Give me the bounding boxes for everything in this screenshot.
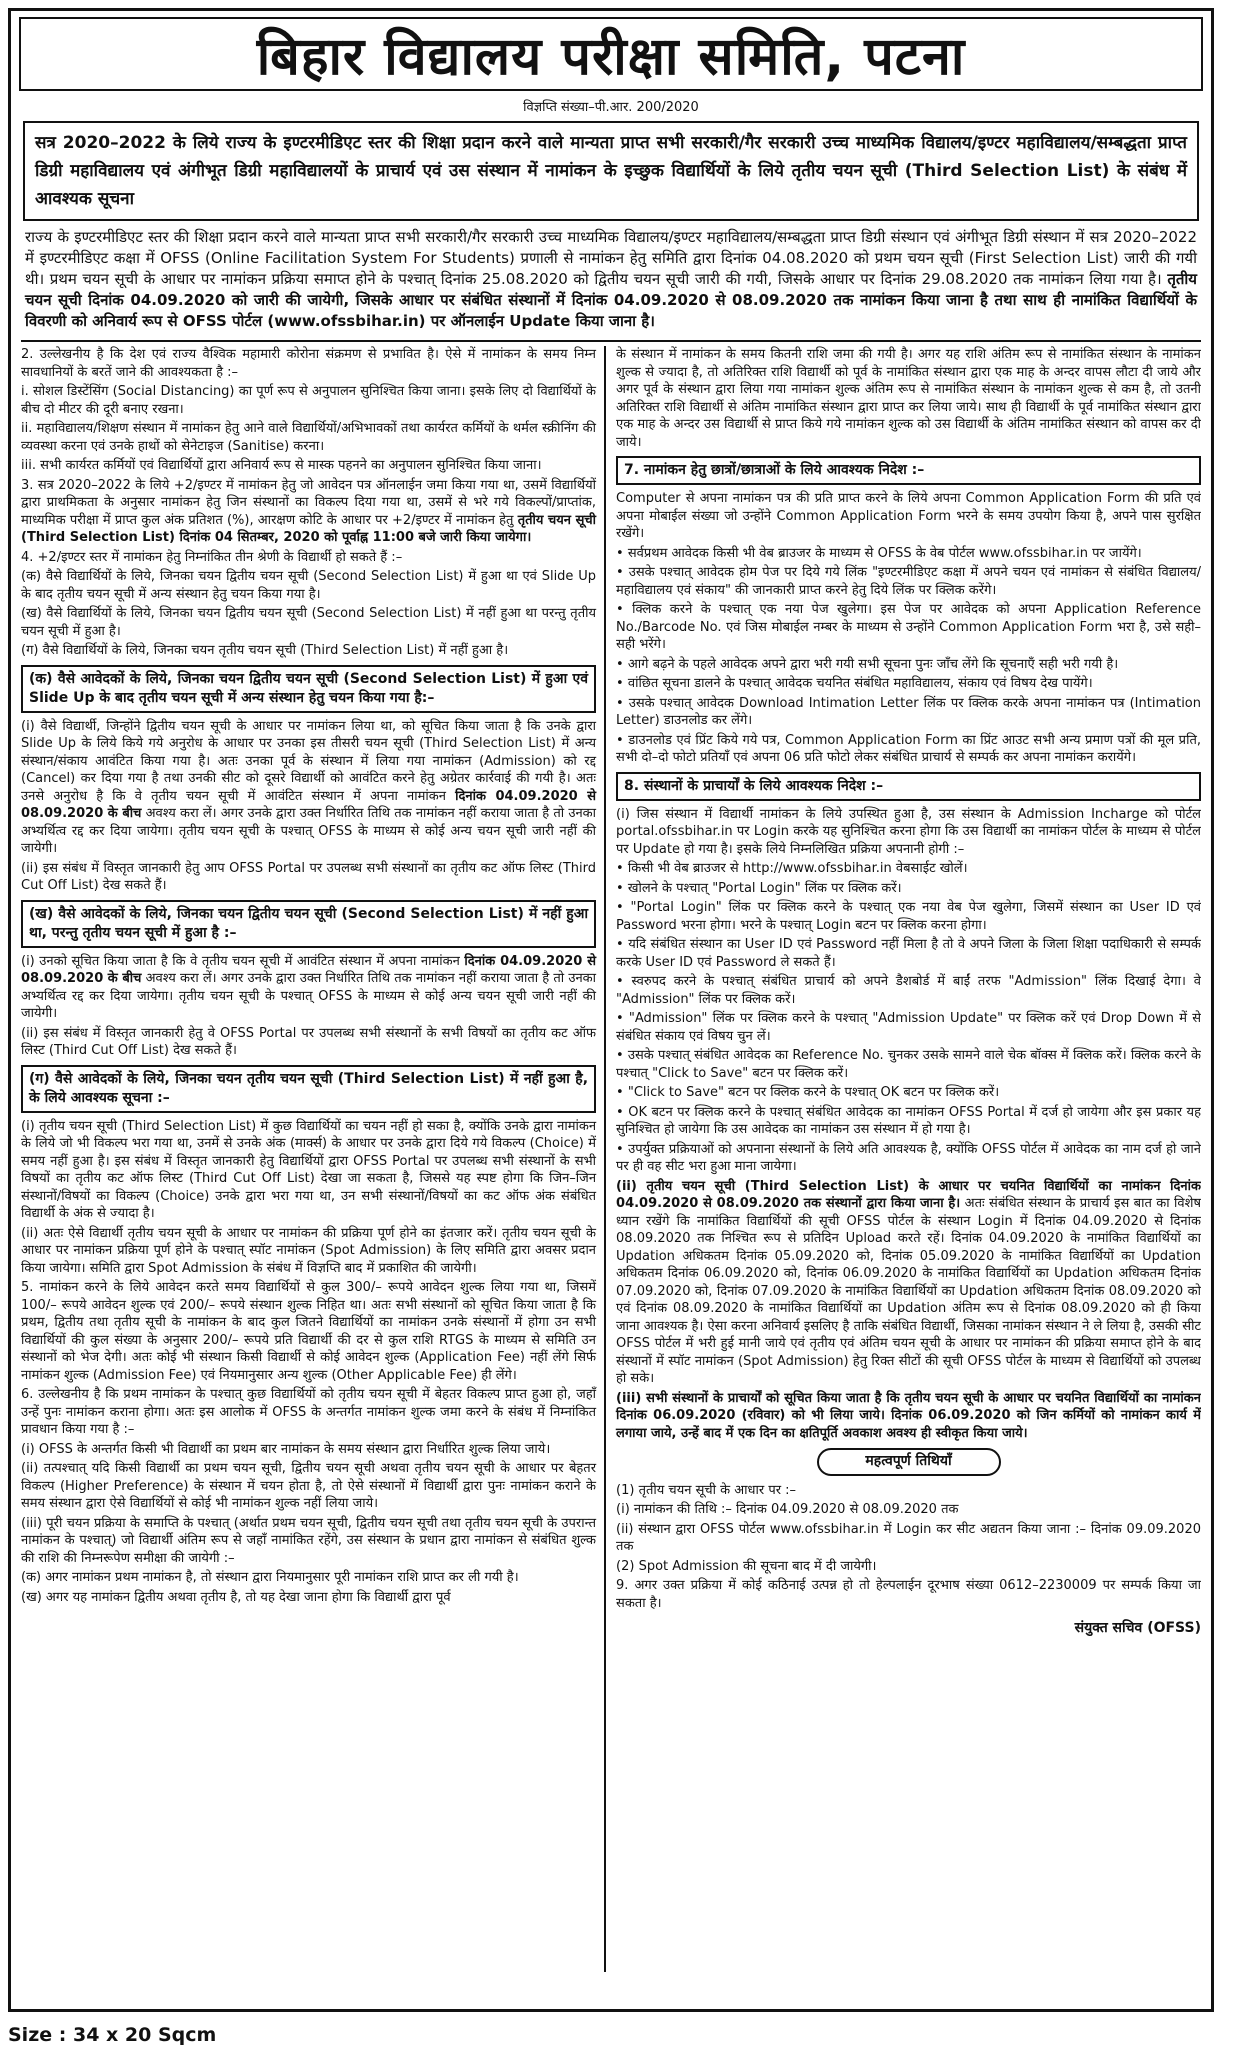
section-a-heading: (क) वैसे आवेदकों के लिये, जिनका चयन द्वितीय चयन सूची (Second Selection List) में हुआ एवं Slide Up के बाद तृतीय चयन सूची में अन्य संस्थान हेतु चयन किया गया है:–: [21, 665, 596, 713]
ad-size-label: Size : 34 x 20 Sqcm: [8, 2024, 217, 2046]
section-b-i-dates: दिनांक 04.09.2020 से 08.09.2020 के बीच: [21, 953, 597, 986]
section-8-iii: [616, 1390, 1201, 1443]
section-a-ii: (ii) इस संबंध में विस्तृत जानकारी हेतु आप OFSS Portal पर उपलब्ध सभी संस्थानों का तृतीय कट ऑफ लिस्ट (Third Cut Off List) देख सकते हैं।: [21, 860, 597, 893]
section-b-i: [21, 953, 596, 1023]
section-8-step: • किसी भी वेब ब्राउजर से http://www.ofssbihar.in वेबसाईट खोलें।: [616, 860, 1201, 878]
subject-box: सत्र 2020–2022 के लिये राज्य के इण्टरमीडिएट स्तर की शिक्षा प्रदान करने वाले मान्यता प्राप्त सभी सरकारी/गैर सरकारी उच्च माध्यमिक विद्यालय/इण्टर महाविद्यालय/सम्बद्धता प्राप्त डिग्री महाविद्यालय एवं अंगीभूत डिग्री महाविद्यालयों के प्राचार्य एवं उस संस्थान में नामांकन के इच्छुक विद्यार्थियों के लिये तृतीय चयन सूची (Third Selection List) के संबंध में आवश्यक सूचना: [23, 121, 1199, 221]
section-a-i-end: अवश्य करा लें। अगर उनके द्वारा उक्त निर्धारित तिथि तक नामांकन नहीं कराया जाता है तो उनका अभ्यर्थित्व रद्द कर दिया जायेगा। तृतीय चयन सूची के पश्चात् OFSS के माध्यम से कोई अन्य चयन सूची जारी नहीं की जायेगी।: [21, 806, 597, 856]
section-7-step: • उसके पश्चात् आवेदक होम पेज पर दिये गये लिंक "इण्टरमीडिएट कक्षा में अपने चयन एवं नामांकन से संबंधित विद्यालय/महाविद्यालय एवं संकाय" की जानकारी प्राप्त करने हेतु दिये लिंक पर क्लिक करेंगे।: [616, 564, 1201, 599]
para-4-c: (ग) वैसे विद्यार्थियों के लिये, जिनका चयन तृतीय चयन सूची (Third Selection List) में नहीं हुआ है।: [21, 643, 509, 658]
content-columns: [21, 346, 1201, 1972]
section-c-i: (i) तृतीय चयन सूची (Third Selection List) में कुछ विद्यार्थियों का चयन नहीं हो सका है, क्योंकि उनके द्वारा नामांकन के लिये जो भी विकल्प भरा गया था, उनमें से उनके अंक (मार्क्स) के आधार पर उनके द्वारा दिये गये विकल्प (Choice) में समय नहीं हुआ है। इस संबंध में विस्तृत जानकारी हेतु विद्यार्थियों द्वारा OFSS Portal पर उपलब्ध सभी संस्थानों के सभी विषयों का तृतीय कट ऑफ लिस्ट (Third Cut Off List) देखा जा सकता है, जिससे यह स्पष्ट होगा कि जिन–जिन संस्थानों/विषयों का विकल्प (Choice) उनके द्वारा भरा गया था, उन सभी संस्थानों/विषयों का कट ऑफ अंक संबंधित विद्यार्थी के अंक से ज्यादा है।: [21, 1118, 597, 1221]
section-8-step: • "Click to Save" बटन पर क्लिक करने के पश्चात् OK बटन पर क्लिक करें।: [616, 1084, 1201, 1102]
section-c-ii: (ii) अतः ऐसे विद्यार्थी तृतीय चयन सूची के आधार पर नामांकन की प्रक्रिया पूर्ण होने का इंतजार करें। तृतीय चयन सूची के आधार पर नामांकन प्रक्रिया पूर्ण होने के पश्चात् स्पॉट नामांकन (Spot Admission) के लिए समिति द्वारा अवसर प्रदान किया जायेगा। समिति द्वारा Spot Admission के संबंध में विज्ञप्ति बाद में प्रकाशित की जायेगी।: [21, 1225, 597, 1276]
section-8-step: • यदि संबंधित संस्थान का User ID एवं Password नहीं मिला है तो वे अपने जिला के जिला शिक्षा पदाधिकारी से सम्पर्क करके User ID एवं Password ले सकते हैं।: [616, 936, 1201, 971]
dates-1-i: (i) नामांकन की तिथि :– दिनांक 04.09.2020 से 08.09.2020 तक: [616, 1502, 959, 1517]
para-2-i: i. सोशल डिस्टेंसिंग (Social Distancing) का पूर्ण रूप से अनुपालन सुनिश्चित किया जाना। इसके लिए दो विद्यार्थियों के बीच दो मीटर की दूरी बनाए रखना।: [21, 384, 597, 417]
divider: [21, 340, 1201, 342]
para-4-a: (क) वैसे विद्यार्थियों के लिये, जिनका चयन द्वितीय चयन सूची (Second Selection List) में हुआ था एवं Slide Up के बाद तृतीय चयन सूची में अन्य संस्थान हेतु चयन किया गया है।: [21, 569, 597, 602]
intro-paragraph: [25, 227, 1197, 332]
para-6-iii: (iii) पूरी चयन प्रक्रिया के समाप्ति के पश्चात् (अर्थात प्रथम चयन सूची, द्वितीय चयन सूची तथा तृतीय चयन सूची के उपरान्त नामांकन के पश्चात्) जो विद्यार्थी अंतिम रूप से जहाँ नामांकित रहेंगे, उस संस्थान के प्रधान द्वारा नामांकन से संबंधित शुल्क की राशि की निम्नरूपेण समीक्षा की जायेगी :–: [21, 1515, 597, 1566]
section-8-ii-text: अतः संबंधित संस्थान के प्राचार्य इस बात का विशेष ध्यान रखेंगे कि नामांकित विद्यार्थियों की सूची OFSS पोर्टल के संस्थान Login में दिनांक 04.09.2020 से दिनांक 08.09.2020 तक निश्चित रूप से प्रतिदिन Upload करते रहें। दिनांक 04.09.2020 के नामांकित विद्यार्थियों का Updation अधिकतम दिनांक 05.09.2020 को, दिनांक 05.09.2020 के नामांकित विद्यार्थियों का Updation अधिकतम दिनांक 06.09.2020 को, दिनांक 06.09.2020 के नामांकित विद्यार्थियों का Updation अधिकतम दिनांक 07.09.2020 को, दिनांक 07.09.2020 के नामांकित विद्यार्थियों का Updation अधिकतम दिनांक 08.09.2020 को एवं दिनांक 08.09.2020 के नामांकित विद्यार्थियों का Updation अंतिम रूप से दिनांक 08.09.2020 को ही किया जाना आवश्यक है। ऐसा करना अनिवार्य इसलिए है ताकि संबंधित विद्यार्थी, जिसका नामांकन संस्थान ने ले लिया है, उसकी सीट OFSS पोर्टल में भरी हुई मानी जाये एवं तृतीय एवं अंतिम चयन सूची के आधार पर नामांकन की प्रक्रिया समाप्त होने के बाद संस्थानों में स्पॉट नामांकन (Spot Admission) हेतु रिक्त सीटों की सूची OFSS पोर्टल के माध्यम से विद्यार्थियों को उपलब्ध हो सके।: [616, 1196, 1201, 1386]
section-8-step: • "Portal Login" लिंक पर क्लिक करने के पश्चात् एक नया वेब पेज खुलेगा, जिसमें संस्थान का User ID एवं Password भरना होगा। भरने के पश्चात् Login बटन पर क्लिक करना होगा।: [616, 899, 1201, 934]
section-c-heading: (ग) वैसे आवेदकों के लिये, जिनका चयन तृतीय चयन सूची (Third Selection List) में नहीं हुआ है, के लिये आवश्यक सूचना :–: [21, 1065, 596, 1113]
notice-number: विज्ञप्ति संख्या–पी.आर. 200/2020: [523, 100, 699, 115]
section-a-i-dates: दिनांक 04.09.2020 से 08.09.2020 के बीच: [21, 788, 597, 821]
section-8-i: (i) जिस संस्थान में विद्यार्थी नामांकन के लिये उपस्थित हुआ है, उस संस्थान के Admission Incharge को पोर्टल portal.ofssbihar.in पर Login करके यह सुनिश्चित करना होगा कि उस विद्यार्थी का नामांकन पोर्टल के माध्यम से पोर्टल पर Update हो गया है। इसके लिये निम्नलिखित प्रक्रिया अपनानी होगी :–: [616, 806, 1201, 857]
section-8-ii-bold: (ii) तृतीय चयन सूची (Third Selection List) के आधार पर चयनित विद्यार्थियों का नामांकन दिनांक 04.09.2020 से 08.09.2020 तक संस्थानों द्वारा किया जाना है।: [616, 1178, 1201, 1211]
section-b-heading: (ख) वैसे आवेदकों के लिये, जिनका चयन द्वितीय चयन सूची (Second Selection List) में नहीं हुआ था, परन्तु तृतीय चयन सूची में हुआ है :–: [21, 900, 596, 948]
section-8-step: • उपर्युक्त प्रक्रियाओं को अपनाना संस्थानों के लिये अति आवश्यक है, क्योंकि OFSS पोर्टल में आवेदक का नाम दर्ज हो जाने पर ही वह सीट भरा हुआ माना जायेगा।: [616, 1141, 1201, 1176]
para-6: 6. उल्लेखनीय है कि प्रथम नामांकन के पश्चात् कुछ विद्यार्थियों को तृतीय चयन सूची में बेहतर विकल्प प्राप्त हुआ हो, जहाँ उन्हें पुनः नामांकन कराना होगा। अतः इस आलोक में OFSS के अन्तर्गत नामांकन शुल्क जमा करने के संबंध में निम्नांकित प्रावधान किया गया है :–: [21, 1387, 597, 1437]
section-7-step: • डाउनलोड एवं प्रिंट किये गये पत्र, Common Application Form का प्रिंट आउट सभी अन्य प्रमाण पत्रों की मूल प्रति, सभी दो–दो फोटो प्रतियाँ एवं अपना 06 प्रति फोटो लेकर संबंधित प्राचार्य से सम्पर्क कर अपना नामांकन करायेंगे।: [616, 732, 1201, 767]
section-8-ii: [616, 1178, 1201, 1388]
para-6-i: (i) OFSS के अन्तर्गत किसी भी विद्यार्थी का प्रथम बार नामांकन के समय संस्थान द्वारा निर्धारित शुल्क लिया जाये।: [21, 1441, 551, 1457]
section-7-intro: Computer से अपना नामांकन पत्र की प्रति प्राप्त करने के लिये अपना Common Application Form की प्रति एवं अपना मोबाईल संख्या जो उन्होंने Common Application Form भरने के समय उपयोग किया है, अपने पास सुरक्षित रखेंगे।: [616, 491, 1201, 541]
section-7-step: • क्लिक करने के पश्चात् एक नया पेज खुलेगा। इस पेज पर आवेदक को अपना Application Reference No./Barcode No. एवं जिस मोबाईल नम्बर के माध्यम से उन्होंने Common Application Form भरा है, उसे सही–सही भरेंगे।: [616, 601, 1201, 654]
section-b-i-end: अवश्य करा लें। अगर उनके द्वारा उक्त निर्धारित तिथि तक नामांकन नहीं कराया जाता है तो उनका अभ्यर्थित्व रद्द कर दिया जायेगा। तृतीय चयन सूची के पश्चात् OFSS के माध्यम से कोई अन्य चयन सूची जारी नहीं की जायेगी।: [21, 971, 597, 1021]
para-2: 2. उल्लेखनीय है कि देश एवं राज्य वैश्विक महामारी कोरोना संक्रमण से प्रभावित है। ऐसे में नामांकन के समय निम्न सावधानियों के बरतें जाने की आवश्यकता है :–: [21, 347, 597, 380]
section-8-step: • "Admission" लिंक पर क्लिक करने के पश्चात् "Admission Update" पर क्लिक करें एवं Drop Down में से संबंधित संकाय एवं विषय चुन लें।: [616, 1010, 1201, 1045]
section-8-step: • उसके पश्चात् संबंधित आवेदक का Reference No. चुनकर उसके सामने वाले चेक बॉक्स में क्लिक करें। क्लिक करने के पश्चात् "Click to Save" बटन पर क्लिक करें।: [616, 1047, 1201, 1082]
dates-2: (2) Spot Admission की सूचना बाद में दी जायेगी।: [616, 1558, 877, 1574]
para-6-k: (क) अगर नामांकन प्रथम नामांकन है, तो संस्थान द्वारा नियमानुसार पूरी नामांकन राशि प्राप्त कर ली गयी है।: [21, 1570, 519, 1585]
right-column: [606, 346, 1201, 1972]
notice-frame: [8, 8, 1214, 2012]
section-7-step: • उसके पश्चात् आवेदक Download Intimation Letter लिंक पर क्लिक करके अपना नामांकन पत्र (Intimation Letter) डाउनलोड कर लेंगे।: [616, 695, 1201, 730]
section-8-step: • OK बटन पर क्लिक करने के पश्चात् संबंधित आवेदक का नामांकन OFSS Portal में दर्ज हो जायेगा और इस प्रकार यह सुनिश्चित हो जायेगा कि उस आवेदक का नामांकन उस संस्थान में हो गया है।: [616, 1104, 1201, 1139]
para-3-text: 3. सत्र 2020–2022 के लिये +2/इण्टर में नामांकन हेतु जो आवेदन पत्र ऑनलाईन जमा किया गया था, उसमें विद्यार्थियों द्वारा प्राथमिकता के अनुसार नामांकन हेतु जिन संस्थानों का विकल्प दिया गया था, उसमें से भरे गये विकल्पों/प्राप्तांक, माध्यमिक परीक्षा में प्राप्त कुल अंक प्रतिशत (%), आरक्षण कोटि के आधार पर +2/इण्टर में नामांकन हेतु: [21, 477, 597, 528]
section-7-step: • आगे बढ़ने के पहले आवेदक अपने द्वारा भरी गयी सभी सूचना पुनः जाँच लेंगे कि सूचनाएँ सही भरी गयी है।: [616, 656, 1201, 674]
section-8-iii-bold: (iii) सभी संस्थानों के प्राचार्यों को सूचित किया जाता है कि तृतीय चयन सूची के आधार पर चयनित विद्यार्थियों का नामांकन दिनांक 06.09.2020 (रविवार) को भी लिया जाये। दिनांक 06.09.2020 को जिन कर्मियों को नामांकन कार्य में लगाया जाये, उन्हें बाद में एक दिन का क्षतिपूर्ति अवकाश अवश्य ही स्वीकृत किया जाये।: [616, 1390, 1201, 1441]
dates-1: (1) तृतीय चयन सूची के आधार पर :–: [616, 1482, 797, 1498]
section-b-i-text: (i) उनको सूचित किया जाता है कि वे तृतीय चयन सूची में आवंटित संस्थान में अपना नामांकन: [21, 953, 460, 969]
para-6-continued: के संस्थान में नामांकन के समय कितनी राशि जमा की गयी है। अगर यह राशि अंतिम रूप से नामांकित संस्थान के नामांकन शुल्क से ज्यादा है, तो अतिरिक्त राशि विद्यार्थी को पूर्व के नामांकित संस्थान द्वारा एक माह के अन्दर वापस लौटा दी जाये और अगर पूर्व के संस्थान द्वारा लिया गया नामांकन शुल्क अंतिम रूप से नामांकित संस्थान के नामांकन शुल्क से कम है, तो उतनी अतिरिक्त राशि विद्यार्थी से अंतिम नामांकित संस्थान द्वारा प्राप्त कर लिया जाये। साथ ही विद्यार्थी के पूर्व नामांकित संस्थान द्वारा एक माह के अन्दर उस विद्यार्थी से प्राप्त किये गये नामांकन शुल्क को उस विद्यार्थी के अंतिम नामांकित संस्थान को वापस कर दी जाये।: [616, 347, 1201, 450]
section-8-step: • खोलने के पश्चात् "Portal Login" लिंक पर क्लिक करें।: [616, 880, 1201, 898]
section-a-i: [21, 718, 596, 858]
para-4: 4. +2/इण्टर स्तर में नामांकन हेतु निम्नांकित तीन श्रेणी के विद्यार्थी हो सकते हैं :–: [21, 549, 403, 565]
section-7-step: • वांछित सूचना डालने के पश्चात् आवेदक चयनित संबंधित महाविद्यालय, संकाय एवं विषय देख पायेंगे।: [616, 675, 1201, 693]
para-3-bold: तृतीय चयन सूची (Third Selection List) दिनांक 04 सितम्बर, 2020 को पूर्वाह्न 11:00 बजे जारी किया जायेगा।: [21, 512, 597, 545]
page-title: बिहार विद्यालय परीक्षा समिति, पटना: [19, 17, 1203, 91]
signature: संयुक्त सचिव (OFSS): [1074, 1620, 1201, 1636]
section-7-step: • सर्वप्रथम आवेदक किसी भी वेब ब्राउजर के माध्यम से OFSS के वेब पोर्टल www.ofssbihar.in पर जायेंगे।: [616, 545, 1201, 563]
para-5: 5. नामांकन करने के लिये आवेदन करते समय विद्यार्थियों से कुल 300/– रूपये आवेदन शुल्क लिया गया था, जिसमें 100/– रूपये आवेदन शुल्क एवं 200/– रूपये संस्थान शुल्क निहित था। अतः सभी संस्थानों को सूचित किया जाता है कि प्रथम, द्वितीय तथा तृतीय सूची के नामांकन के बाद कुल जितने विद्यार्थियों का नामांकन उनके संस्थानों में होगा उन सभी विद्यार्थियों की कुल संख्या के अनुसार 200/– रूपये प्रति विद्यार्थी की दर से कुल राशि RTGS के माध्यम से समिति उन संस्थानों को भेज देगी। अतः कोई भी संस्थान किसी विद्यार्थी से कोई आवेदन शुल्क (Application Fee) नहीं लेंगे सिर्फ नामांकन शुल्क (Admission Fee) एवं नियमानुसार अन्य शुल्क (Other Applicable Fee) ही लेंगे।: [21, 1280, 597, 1383]
para-3: [21, 477, 596, 547]
left-column: [21, 346, 606, 1972]
section-7-heading: 7. नामांकन हेतु छात्रों/छात्राओं के लिये आवश्यक निदेश :–: [616, 456, 1201, 485]
section-a-i-text: (i) वैसे विद्यार्थी, जिन्होंने द्वितीय चयन सूची के आधार पर नामांकन लिया था, को सूचित किया जाता है कि उनके द्वारा Slide Up के लिये किये गये अनुरोध के आधार पर उनका इस तीसरी चयन सूची (Third Selection List) में अन्य संस्थान/संकाय आवंटित किया गया है। अतः उनका पूर्व के संस्थान में लिया गया नामांकन (Admission) को रद्द (Cancel) कर दिया गया है तथा उनकी सीट को दूसरे विद्यार्थी को आवंटित करने हेतु अग्रेतर कार्रवाई की गयी है। अतः उनसे अनुरोध है कि वे तृतीय चयन सूची में आवंटित संस्थान में अपना नामांकन: [21, 718, 597, 804]
section-b-ii: (ii) इस संबंध में विस्तृत जानकारी हेतु वे OFSS Portal पर उपलब्ध सभी संस्थानों के सभी विषयों का तृतीय कट ऑफ लिस्ट (Third Cut Off List) देख सकते हैं।: [21, 1025, 597, 1058]
section-8-heading: 8. संस्थानों के प्राचार्यों के लिये आवश्यक निदेश :–: [616, 772, 1201, 801]
para-2-ii: ii. महाविद्यालय/शिक्षण संस्थान में नामांकन हेतु आने वाले विद्यार्थियों/अभिभावकों तथा कार्यरत कर्मियों के थर्मल स्क्रीनिंग की व्यवस्था करना एवं उनके हाथों को सेनेटाइज (Sanitise) करना।: [21, 421, 597, 454]
para-9: 9. अगर उक्त प्रक्रिया में कोई कठिनाई उत्पन्न हो तो हेल्पलाईन दूरभाष संख्या 0612–2230009 पर सम्पर्क किया जा सकता है।: [616, 1578, 1201, 1611]
para-6-kh: (ख) अगर यह नामांकन द्वितीय अथवा तृतीय है, तो यह देखा जाना होगा कि विद्यार्थी द्वारा पूर्व: [21, 1589, 451, 1605]
section-8-step: • स्वरुपद करने के पश्चात् संबंधित प्राचार्य को अपने डैशबोर्ड में बाईं तरफ "Admission" लिंक दिखाई देगा। वे "Admission" लिंक पर क्लिक करें।: [616, 973, 1201, 1008]
para-6-ii: (ii) तत्पश्चात् यदि किसी विद्यार्थी का प्रथम चयन सूची, द्वितीय चयन सूची अथवा तृतीय चयन सूची के आधार पर बेहतर विकल्प (Higher Preference) के संस्थान में चयन होता है, तो ऐसे संस्थानों में विद्यार्थी द्वारा पुनः नामांकन कराने के समय संस्थान द्वारा ऐसे विद्यार्थियों से कोई भी नामांकन शुल्क नहीं लिया जाये।: [21, 1461, 597, 1511]
intro-text: राज्य के इण्टरमीडिएट स्तर की शिक्षा प्रदान करने वाले मान्यता प्राप्त सभी सरकारी/गैर सरकारी उच्च माध्यमिक विद्यालय/इण्टर महाविद्यालय/सम्बद्धता प्राप्त डिग्री संस्थान एवं अंगीभूत डिग्री संस्थान में सत्र 2020–2022 में इण्टरमीडिएट कक्षा में OFSS (Online Facilitation System For Students) प्रणाली से नामांकन हेतु समिति द्वारा दिनांक 04.08.2020 को प्रथम चयन सूची (First Selection List) जारी की गयी थी। प्रथम चयन सूची के आधार पर नामांकन प्रक्रिया समाप्त होने के पश्चात् दिनांक 25.08.2020 को द्वितीय चयन सूची जारी की गयी, जिसके आधार पर दिनांक 29.08.2020 तक नामांकन लिया गया है।: [25, 228, 1197, 288]
dates-1-ii: (ii) संस्थान द्वारा OFSS पोर्टल www.ofssbihar.in में Login कर सीट अद्यतन किया जाना :– दिनांक 09.09.2020 तक: [616, 1521, 1201, 1554]
para-2-iii: iii. सभी कार्यरत कर्मियों एवं विद्यार्थियों द्वारा अनिवार्य रूप से मास्क पहनने का अनुपालन सुनिश्चित किया जाना।: [21, 458, 542, 473]
intro-bold-text: तृतीय चयन सूची दिनांक 04.09.2020 को जारी की जायेगी, जिसके आधार पर संबंधित संस्थानों में दिनांक 04.09.2020 से 08.09.2020 तक नामांकन किया जाना है तथा साथ ही नामांकित विद्यार्थियों के विवरणी को अनिवार्य रूप से OFSS पोर्टल (www.ofssbihar.in) पर ऑनलाईन Update किया जाना है।: [25, 270, 1197, 330]
para-4-b: (ख) वैसे विद्यार्थियों के लिये, जिनका चयन द्वितीय चयन सूची (Second Selection List) में नहीं हुआ था परन्तु तृतीय चयन सूची में हुआ है।: [21, 606, 597, 639]
important-dates-label: महत्वपूर्ण तिथियाँ: [817, 1448, 1001, 1476]
